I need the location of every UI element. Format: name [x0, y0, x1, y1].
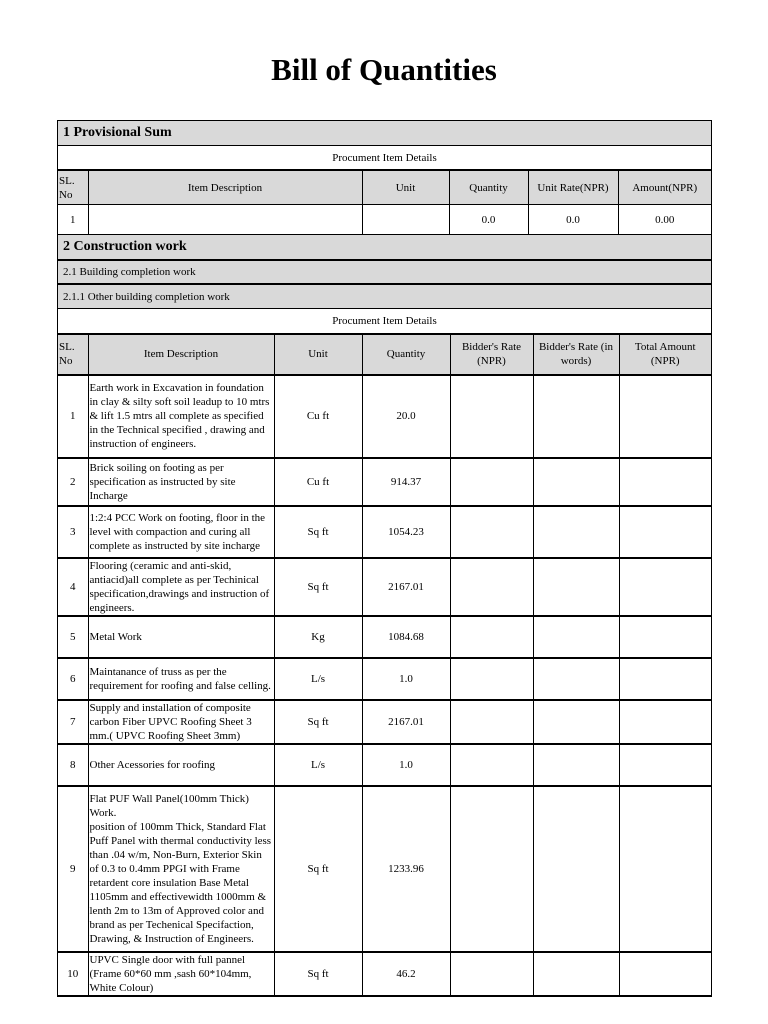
table-row	[58, 744, 711, 786]
cell-bidders-rate-words	[533, 375, 619, 458]
cell-bidders-rate	[450, 616, 533, 658]
cell-sl: 3	[58, 506, 88, 558]
cell-desc: Flat PUF Wall Panel(100mm Thick) Work. position of 100mm Thick, Standard Flat Puff Panel with thermal conductivity less than .04 w/m, Non-Burn, Exterior Skin of 0.3 to 0.4mm PPGI with Frame retardent core insulation Base Metal 1105mm and effectivewidth 1000mm & lenth 2m to 13m of Approved color and brand as per Techenical Specifaction, Drawing, & Instruction of Engineers.	[88, 786, 274, 952]
cell-desc: Metal Work	[88, 616, 274, 658]
cell-bidders-rate-words	[533, 700, 619, 744]
subsection-2-1-1: 2.1.1 Other building completion work	[58, 285, 711, 309]
cell-sl: 6	[58, 658, 88, 700]
cell-desc: Earth work in Excavation in foundation in clay & silty soft soil leadup to 10 mtrs & lift 1.5 mtrs all complete as specified in the Technical specified , drawing and instruction of engineers.	[88, 375, 274, 458]
header-unit: Unit	[274, 335, 362, 375]
cell-bidders-rate	[450, 786, 533, 952]
cell-quantity: 46.2	[362, 952, 450, 996]
cell-sl: 1	[58, 375, 88, 458]
cell-sl: 7	[58, 700, 88, 744]
cell-unit: Cu ft	[274, 458, 362, 506]
section-1-heading: 1 Provisional Sum	[58, 121, 711, 146]
cell-bidders-rate	[450, 700, 533, 744]
cell-unit-rate: 0.0	[528, 205, 618, 235]
section-1-caption: Procument Item Details	[58, 146, 711, 170]
cell-bidders-rate	[450, 375, 533, 458]
header-unit: Unit	[362, 171, 449, 205]
cell-bidders-rate-words	[533, 616, 619, 658]
cell-unit: Sq ft	[274, 786, 362, 952]
table-row	[58, 616, 711, 658]
table-row	[58, 786, 711, 952]
cell-unit: L/s	[274, 744, 362, 786]
cell-bidders-rate-words	[533, 458, 619, 506]
cell-sl: 10	[58, 952, 88, 996]
cell-desc: Supply and installation of composite carbon Fiber UPVC Roofing Sheet 3 mm.( UPVC Roofing Sheet 3mm)	[88, 700, 274, 744]
cell-bidders-rate	[450, 952, 533, 996]
cell-quantity: 20.0	[362, 375, 450, 458]
construction-work-table	[58, 334, 711, 997]
cell-desc: UPVC Single door with full pannel (Frame 60*60 mm ,sash 60*104mm, White Colour)	[88, 952, 274, 996]
cell-bidders-rate	[450, 506, 533, 558]
cell-sl: 1	[58, 205, 88, 235]
header-bidders-rate: Bidder's Rate (NPR)	[450, 335, 533, 375]
cell-bidders-rate	[450, 658, 533, 700]
table-row	[58, 558, 711, 616]
boq-frame	[57, 120, 712, 997]
cell-quantity: 2167.01	[362, 558, 450, 616]
cell-quantity: 0.0	[449, 205, 528, 235]
cell-total-amount	[619, 744, 711, 786]
cell-total-amount	[619, 952, 711, 996]
cell-unit: Sq ft	[274, 506, 362, 558]
cell-quantity: 1233.96	[362, 786, 450, 952]
cell-total-amount	[619, 658, 711, 700]
table-row	[58, 506, 711, 558]
cell-total-amount	[619, 786, 711, 952]
table-row	[58, 700, 711, 744]
header-unit-rate: Unit Rate(NPR)	[528, 171, 618, 205]
cell-bidders-rate	[450, 558, 533, 616]
cell-quantity: 1.0	[362, 658, 450, 700]
table-row	[58, 458, 711, 506]
cell-quantity: 1054.23	[362, 506, 450, 558]
section-2-heading: 2 Construction work	[58, 235, 711, 261]
header-total-amount: Total Amount (NPR)	[619, 335, 711, 375]
cell-unit: Sq ft	[274, 558, 362, 616]
cell-unit: Kg	[274, 616, 362, 658]
cell-unit: Cu ft	[274, 375, 362, 458]
header-amount: Amount(NPR)	[618, 171, 711, 205]
cell-amount: 0.00	[618, 205, 711, 235]
cell-bidders-rate	[450, 458, 533, 506]
cell-total-amount	[619, 616, 711, 658]
cell-total-amount	[619, 458, 711, 506]
cell-bidders-rate-words	[533, 744, 619, 786]
cell-total-amount	[619, 506, 711, 558]
table-row	[58, 205, 711, 235]
cell-unit: Sq ft	[274, 952, 362, 996]
header-quantity: Quantity	[362, 335, 450, 375]
provisional-sum-table	[58, 170, 711, 235]
cell-desc: Other Acessories for roofing	[88, 744, 274, 786]
header-item-description: Item Description	[88, 171, 362, 205]
cell-bidders-rate-words	[533, 506, 619, 558]
cell-bidders-rate	[450, 744, 533, 786]
table-header-row	[58, 171, 711, 205]
cell-desc: Flooring (ceramic and anti-skid, antiacid)all complete as per Techinical specification,drawings and instruction of engineers.	[88, 558, 274, 616]
cell-quantity: 1.0	[362, 744, 450, 786]
page-title: Bill of Quantities	[271, 52, 497, 87]
cell-sl: 5	[58, 616, 88, 658]
cell-unit: L/s	[274, 658, 362, 700]
table-row	[58, 952, 711, 996]
cell-unit	[362, 205, 449, 235]
cell-sl: 8	[58, 744, 88, 786]
header-quantity: Quantity	[449, 171, 528, 205]
header-sl-no: SL. No	[58, 335, 88, 375]
header-sl-no: SL. No	[58, 171, 88, 205]
subsection-2-1: 2.1 Building completion work	[58, 261, 711, 285]
cell-sl: 2	[58, 458, 88, 506]
cell-bidders-rate-words	[533, 786, 619, 952]
cell-total-amount	[619, 558, 711, 616]
cell-bidders-rate-words	[533, 658, 619, 700]
cell-desc	[88, 205, 362, 235]
table-row	[58, 658, 711, 700]
cell-bidders-rate-words	[533, 558, 619, 616]
table-header-row	[58, 335, 711, 375]
section-2-caption: Procument Item Details	[58, 309, 711, 334]
table-row	[58, 375, 711, 458]
cell-sl: 9	[58, 786, 88, 952]
cell-quantity: 2167.01	[362, 700, 450, 744]
cell-total-amount	[619, 375, 711, 458]
cell-bidders-rate-words	[533, 952, 619, 996]
cell-quantity: 1084.68	[362, 616, 450, 658]
cell-desc: Maintanance of truss as per the requirement for roofing and false celling.	[88, 658, 274, 700]
cell-total-amount	[619, 700, 711, 744]
header-bidders-rate-words: Bidder's Rate (in words)	[533, 335, 619, 375]
cell-sl: 4	[58, 558, 88, 616]
header-item-description: Item Description	[88, 335, 274, 375]
cell-quantity: 914.37	[362, 458, 450, 506]
cell-desc: 1:2:4 PCC Work on footing, floor in the level with compaction and curing all complete as instructed by site incharge	[88, 506, 274, 558]
cell-unit: Sq ft	[274, 700, 362, 744]
cell-desc: Brick soiling on footing as per specification as instructed by site Incharge	[88, 458, 274, 506]
